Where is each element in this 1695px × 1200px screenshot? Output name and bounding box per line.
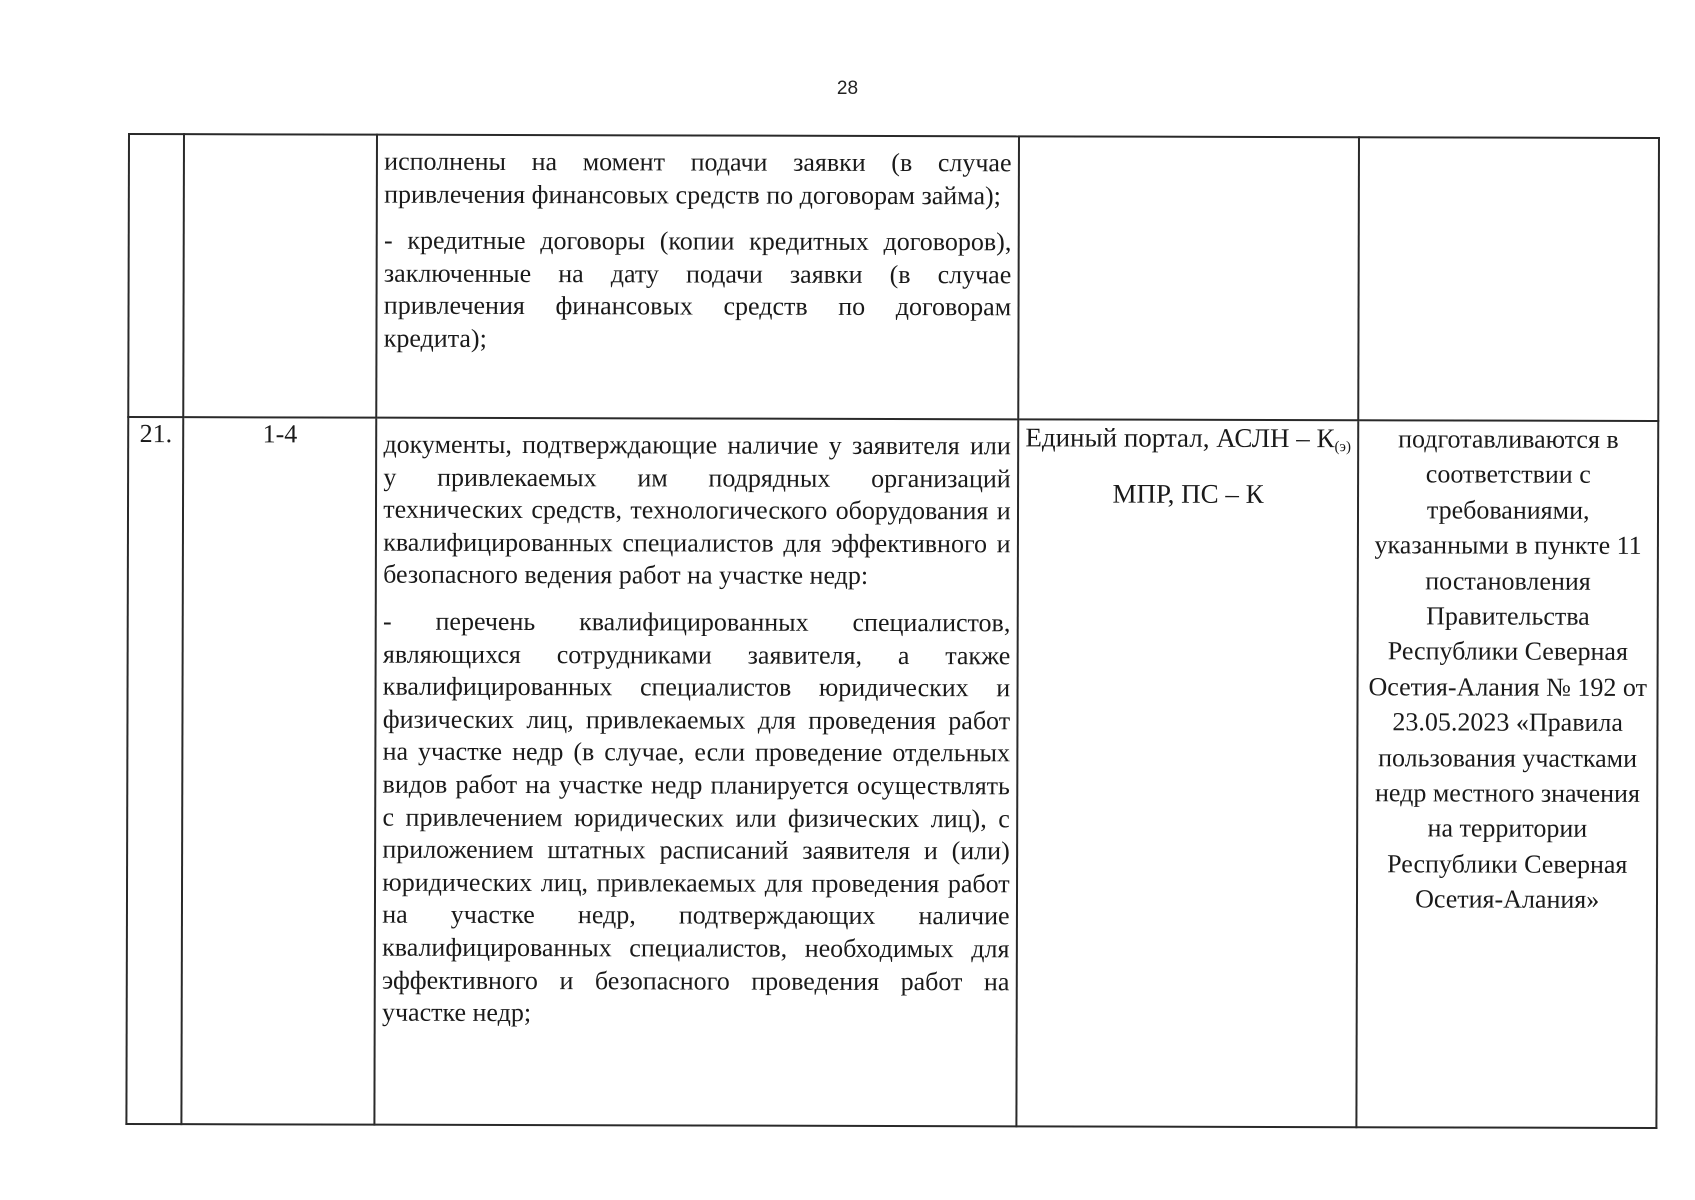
format-cell <box>1018 136 1360 420</box>
row-number: 21. <box>139 419 173 449</box>
stages-cell <box>184 134 378 418</box>
format-line-2 <box>1026 149 1353 150</box>
table-row <box>126 417 1658 1128</box>
stages-value: 1-4 <box>262 419 298 449</box>
table-row <box>128 134 1659 421</box>
page-number: 28 <box>836 78 859 99</box>
requirements-cell <box>1359 137 1659 421</box>
requirements-text <box>1360 138 1658 139</box>
description-cell <box>375 418 1018 1127</box>
row-number-cell <box>126 417 183 1124</box>
description-paragraph: документы, подтверждающие наличие у заявителя или у привлекаемых им подрядных организаций технических средств, технологического оборудования и квалифицированных специалистов для эффективного и безопасного ведения работ на участке недр: <box>383 429 1011 591</box>
documents-table <box>125 133 1660 1129</box>
format-line-1 <box>1026 149 1353 150</box>
description-paragraph: - кредитные договоры (копии кредитных договоров), заключенные на дату подачи заявки (в случае привлечения финансовых средств по договорам кредита); <box>383 225 1012 353</box>
requirements-text: подготавливаются в соответствии с требованиями, указанными в пункте 11 постановления Правительства Республики Северная Осетия-Алания № 192 от 23.05.2023 «Правила пользования участками недр местного значения на территории Республики Северная Осетия-Алания» <box>1368 424 1648 915</box>
description-paragraph: - перечень квалифицированных специалистов, являющихся сотрудниками заявителя, а также квалифицированных специалистов юридических и физических лиц, привлекаемых для проведения работ на участке недр (в случае, если проведение отдельных видов работ на участке недр планируется осуществлять с привлечением юридических или физических лиц), с приложением штатных расписаний заявителя и (или) юридических лиц, привлекаемых для проведения работ на участке недр, подтверждающих наличие квалифицированных специалистов, необходимых для эффективного и безопасного проведения работ на участке недр; <box>381 606 1011 1028</box>
format-line-1-text: Единый портал, АСЛН – К <box>1025 422 1335 454</box>
format-line-1 <box>1025 420 1352 465</box>
requirements-cell <box>1357 420 1658 1128</box>
format-cell <box>1016 419 1359 1127</box>
row-number-cell <box>128 134 184 417</box>
stages-cell <box>182 417 377 1125</box>
description-paragraph: исполнены на момент подачи заявки (в случае привлечения финансовых средств по договорам займа); <box>384 146 1012 210</box>
format-line-1-subscript: (э) <box>1334 439 1352 456</box>
format-line-2: МПР, ПС – К <box>1112 478 1264 509</box>
description-cell <box>377 135 1019 420</box>
